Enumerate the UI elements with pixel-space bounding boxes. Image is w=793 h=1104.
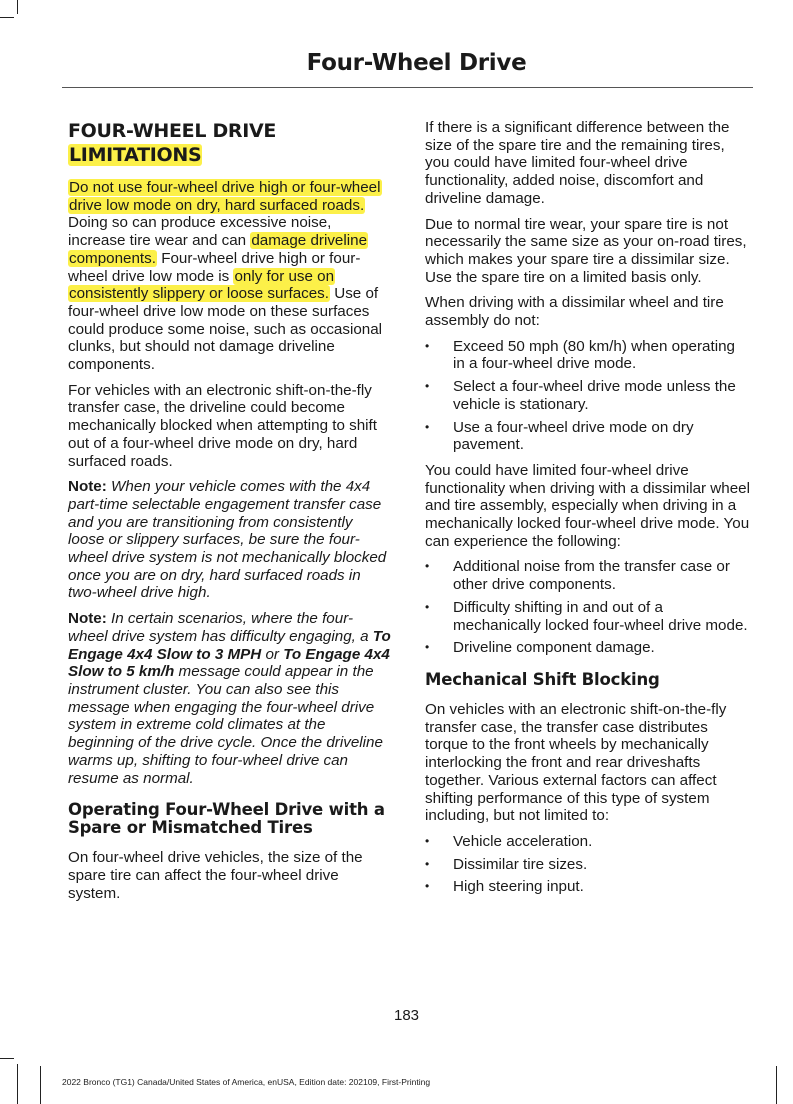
list-item: • Use a four-wheel drive mode on dry pavement. [425,419,750,454]
footer-edition-info: 2022 Bronco (TG1) Canada/United States of America, enUSA, Edition date: 202109, First-Printing [62,1077,431,1087]
heading-line-1: FOUR-WHEEL DRIVE [68,120,277,142]
note-1 [68,478,392,602]
shift-blocking-paragraph: On vehicles with an electronic shift-on-the-fly transfer case, the transfer case distributes torque to the front wheels by mechanically interlocking the front and rear driveshafts together. Various external factors can affect shifting performance of this type of system including, but not limited to: [425,700,727,825]
header-rule [62,87,753,88]
list-item: • Vehicle acceleration. [425,833,750,851]
note-label: Note: [68,478,107,496]
text-2: Four-wheel drive high or four-wheel drive low mode is [68,249,361,285]
spare-tire-paragraph: On four-wheel drive vehicles, the size of the spare tire can affect the four-wheel drive system. [68,849,363,902]
section-heading-mechanical-shift-blocking: Mechanical Shift Blocking [425,669,660,689]
cluster-message-mph: To Engage 4x4 Slow to 3 MPH [68,627,391,663]
list-item: • Exceed 50 mph (80 km/h) when operating in a four-wheel drive mode. [425,338,750,373]
crop-mark-top-left-v [17,0,18,14]
note-text-1: In certain scenarios, where the four-wheel drive system has difficulty engaging, a [68,610,373,645]
list-item: • High steering input. [425,878,750,896]
right-column [425,119,750,904]
text-1: Doing so can produce excessive noise, increase tire wear and can [68,214,332,250]
note-text-2: or [261,645,284,663]
list-item: • Dissimilar tire sizes. [425,856,750,874]
page-number: 183 [393,1007,420,1024]
spare-difference-paragraph: If there is a significant difference between the size of the spare tire and the remaining tires, you could have limited four-wheel drive functionality, added noise, discomfort and driveline damage. [425,119,730,207]
section-heading-spare-tires: Operating Four-Wheel Drive with a Spare or Mismatched Tires [68,800,385,838]
heading-line-2-highlighted: LIMITATIONS [69,144,202,166]
text-3: Use of four-wheel drive low mode on these surfaces could produce some noise, such as occasional clunks, but should not damage driveline components. [68,285,383,374]
highlight-3: only for use on consistently slippery or loose surfaces. [69,267,335,303]
tire-wear-paragraph: Due to normal tire wear, your spare tire is not necessarily the same size as your on-road tires, which makes your spare tire a dissimilar size. Use the spare tire on a limited basis only. [425,215,747,286]
cluster-message-kmh: To Engage 4x4 Slow to 5 km/h [68,645,390,681]
transfer-case-paragraph: For vehicles with an electronic shift-on-the-fly transfer case, the driveline could become mechanically blocked when attempting to shift out of a four-wheel drive mode on dry, hard surfaced roads. [68,381,377,470]
dissimilar-intro-paragraph: When driving with a dissimilar wheel and tire assembly do not: [425,294,724,330]
list-item: • Driveline component damage. [425,639,750,657]
highlight-1: Do not use four-wheel drive high or four-wheel drive low mode on dry, hard surfaced roads. [69,179,381,214]
limited-functionality-paragraph: You could have limited four-wheel drive functionality when driving with a dissimilar wheel and tire assembly, especially when driving in a mechanically locked four-wheel drive mode. You can experience the following: [425,461,750,550]
highlight-2: damage driveline components. [69,232,368,267]
crop-mark-top-left-h [0,17,14,18]
do-not-list [425,338,750,454]
page-title: Four-Wheel Drive [306,50,527,76]
note-2 [68,610,392,787]
section-heading-limitations [68,119,392,167]
crop-mark-bottom-left-h [0,1058,14,1059]
limitations-paragraph [68,179,392,374]
note-label: Note: [68,610,107,628]
note-text: When your vehicle comes with the 4x4 part-time selectable engagement transfer case and you are transitioning from consistently loose or slippery surfaces, be sure the four-wheel drive system is not mechanically blocked once you are on dry, hard surfaced roads in two-wheel drive high. [68,478,387,602]
list-item: • Select a four-wheel drive mode unless the vehicle is stationary. [425,378,750,413]
factors-list [425,833,750,896]
left-column [68,119,392,910]
list-item: • Difficulty shifting in and out of a mechanically locked four-wheel drive mode. [425,599,750,634]
experience-list [425,558,750,657]
crop-mark-bottom-left-v [17,1064,18,1104]
crop-mark-bottom-left-v2 [40,1066,41,1104]
crop-mark-bottom-right-v [776,1066,777,1104]
note-text-3: message could appear in the instrument cluster. You can also see this message when engaging the four-wheel drive system in extreme cold climates at the beginning of the drive cycle. Once the driveline warms up, shifting to four-wheel drive can resume as normal. [68,663,383,787]
list-item: • Additional noise from the transfer case or other drive components. [425,558,750,593]
